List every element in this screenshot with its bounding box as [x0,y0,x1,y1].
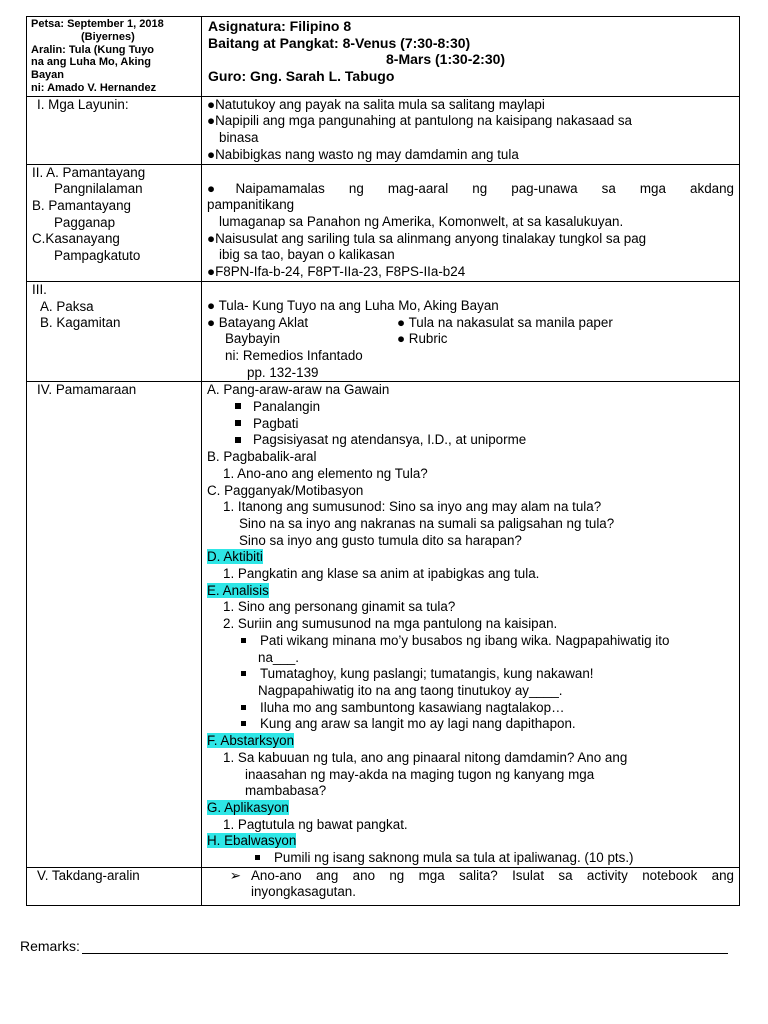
square-bullet-icon [241,721,246,726]
lesson-line: Aralin: Tula (Kung Tuyo [31,43,155,56]
analysis-bullet-cont: na___. [258,649,299,665]
analysis-bullet: Pati wikang minana mo’y busabos ng ibang wika. Nagpapahiwatig ito [260,632,670,648]
material-pages: pp. 132-139 [247,364,319,380]
section-d-title: D. Aktibiti [207,549,263,565]
analysis-item: 1. Sino ang personang ginamit sa tula? [223,599,456,615]
section-f-title: F. Abstarksyon [207,733,295,749]
standards-label: Pampagkatuto [54,248,141,264]
material-item: ● Rubric [397,331,448,347]
section-e-title: E. Analisis [207,582,269,598]
assignment-label-cell [27,867,202,905]
analysis-bullet: Iluha mo ang sambuntong kasawiang nagtalakop… [260,699,565,715]
subject-matter-row [27,281,740,382]
square-bullet-icon [235,403,241,409]
subject-matter-label: III. [32,281,47,297]
analysis-bullet: Tumataghoy, kung paslangi; tumatangis, kung nakawan! [260,666,594,682]
procedure-label: IV. Pamamaraan [37,382,137,398]
objectives-label-text: I. Mga Layunin: [37,96,129,112]
subject-matter-cell [202,281,740,382]
standards-label-cell [27,164,202,281]
material-author: ni: Remedios Infantado [225,347,363,363]
square-bullet-icon [241,671,246,676]
assignment-row [27,867,740,905]
grade-section-line-2: 8-Mars (1:30-2:30) [386,51,506,68]
header-row [27,17,740,97]
procedure-cell [202,382,740,867]
square-bullet-icon [255,855,260,860]
lesson-plan-table [26,16,740,906]
section-c-title: C. Pagganyak/Motibasyon [207,482,364,498]
lesson-line: na ang Luha Mo, Aking [31,56,151,69]
objective-item: ●Natutukoy ang payak na salita mula sa salitang maylapi [207,96,545,112]
arrow-bullet-icon: ➢ [229,867,241,883]
materials-label: B. Kagamitan [40,315,121,331]
standards-label: B. Pamantayang [32,198,132,213]
standard-line: pampanitikang [207,197,295,213]
motivation-sub: Sino sa inyo ang gusto tumula dito sa harapan? [239,532,522,548]
standards-label: Pagganap [54,214,116,230]
section-b-title: B. Pagbabalik-aral [207,449,317,465]
standard-line: ibig sa tao, bayan o kalikasan [219,247,395,263]
analysis-item: 2. Suriin ang sumusunod na mga pantulong na kaisipan. [223,616,558,632]
abstraction-item-cont: mambabasa? [245,783,327,799]
remarks-label: Remarks: [20,938,80,954]
standards-cell [202,164,740,281]
abstraction-item-cont: inaasahan ng may-akda na maging tugon ng kanyang mga [245,766,595,782]
section-g-title: G. Aplikasyon [207,799,289,815]
motivation-item: 1. Itanong ang sumusunod: Sino sa inyo ang may alam na tula? [223,499,602,515]
standards-label: C.Kasanayang [32,231,120,247]
grade-section-line: Baitang at Pangkat: 8-Venus (7:30-8:30) [208,34,471,51]
assignment-text: Ano-ano ang ano ng mga salita? Isulat sa activity notebook ang [251,867,734,883]
day-line: (Biyernes) [81,30,135,43]
square-bullet-icon [241,638,246,643]
standards-row [27,164,740,281]
material-item: ● Tula na nakasulat sa manila paper [397,314,613,330]
procedure-row [27,382,740,867]
assignment-label: V. Takdang-aralin [37,867,140,883]
square-bullet-icon [235,437,241,443]
topic-label: A. Paksa [40,298,94,314]
routine-item: Pagsisiyasat ng atendansya, I.D., at uniporme [253,432,527,448]
evaluation-item: Pumili ng isang saknong mula sa tula at ipaliwanag. (10 pts.) [274,850,634,866]
routine-item: Panalangin [253,399,321,415]
subject-line: Asignatura: Filipino 8 [208,18,352,34]
objective-item: ●Nabibigkas nang wasto ng may damdamin ang tula [207,146,519,162]
standard-line: ●Naisusulat ang sariling tula sa alinmang anyong tinalakay tungkol sa pag [207,230,647,246]
application-item: 1. Pagtutula ng bawat pangkat. [223,816,408,832]
standards-label: Pangnilalaman [54,181,143,197]
procedure-label-cell [27,382,202,867]
analysis-bullet-cont: Nagpapahiwatig ito na ang taong tinutukoy ay____. [258,682,563,698]
objectives-label [27,96,202,164]
abstraction-item: 1. Sa kabuuan ng tula, ano ang pinaaral nitong damdamin? Ano ang [223,749,628,765]
date-line: Petsa: September 1, 2018 [31,18,164,30]
review-item: 1. Ano-ano ang elemento ng Tula? [223,465,428,481]
assignment-text-cont: inyongkasagutan. [251,884,356,900]
analysis-bullet: Kung ang araw sa langit mo ay lagi nang dapithapon. [260,716,576,732]
header-left-cell [27,17,202,97]
square-bullet-icon [235,420,241,426]
standard-line: ●Naipamamalas ng mag-aaral ng pag-unawa sa mga akdang [207,180,734,196]
subject-matter-label-cell [27,281,202,382]
standards-label: II. A. Pamantayang [32,164,146,180]
assignment-cell [202,867,740,905]
objectives-row [27,96,740,164]
motivation-sub: Sino na sa inyo ang nakranas na sumali sa paligsahan ng tula? [239,515,615,531]
material-item: Baybayin [225,331,281,347]
objective-item: ●Napipili ang mga pangunahing at pantulong na kaisipang nakasaad sa [207,113,633,129]
competency-codes: ●F8PN-Ifa-b-24, F8PT-IIa-23, F8PS-IIa-b24 [207,264,466,280]
section-h-title: H. Ebalwasyon [207,833,297,849]
remarks-line[interactable] [82,939,728,954]
header-right-cell [202,17,740,97]
objective-item-cont: binasa [219,130,259,146]
author-line: ni: Amado V. Hernandez [31,81,157,94]
topic-text: ● Tula- Kung Tuyo na ang Luha Mo, Aking Bayan [207,297,499,313]
teacher-line: Guro: Gng. Sarah L. Tabugo [208,67,395,84]
standard-line: lumaganap sa Panahon ng Amerika, Komonwelt, at sa kasalukuyan. [219,214,624,229]
material-item: ● Batayang Aklat [207,314,309,330]
routine-item: Pagbati [253,415,299,431]
section-a-title: A. Pang-araw-araw na Gawain [207,382,390,398]
remarks-section [20,938,740,954]
objectives-cell [202,96,740,164]
activity-item: 1. Pangkatin ang klase sa anim at ipabigkas ang tula. [223,566,540,582]
lesson-line: Bayan [31,69,65,82]
square-bullet-icon [241,705,246,710]
